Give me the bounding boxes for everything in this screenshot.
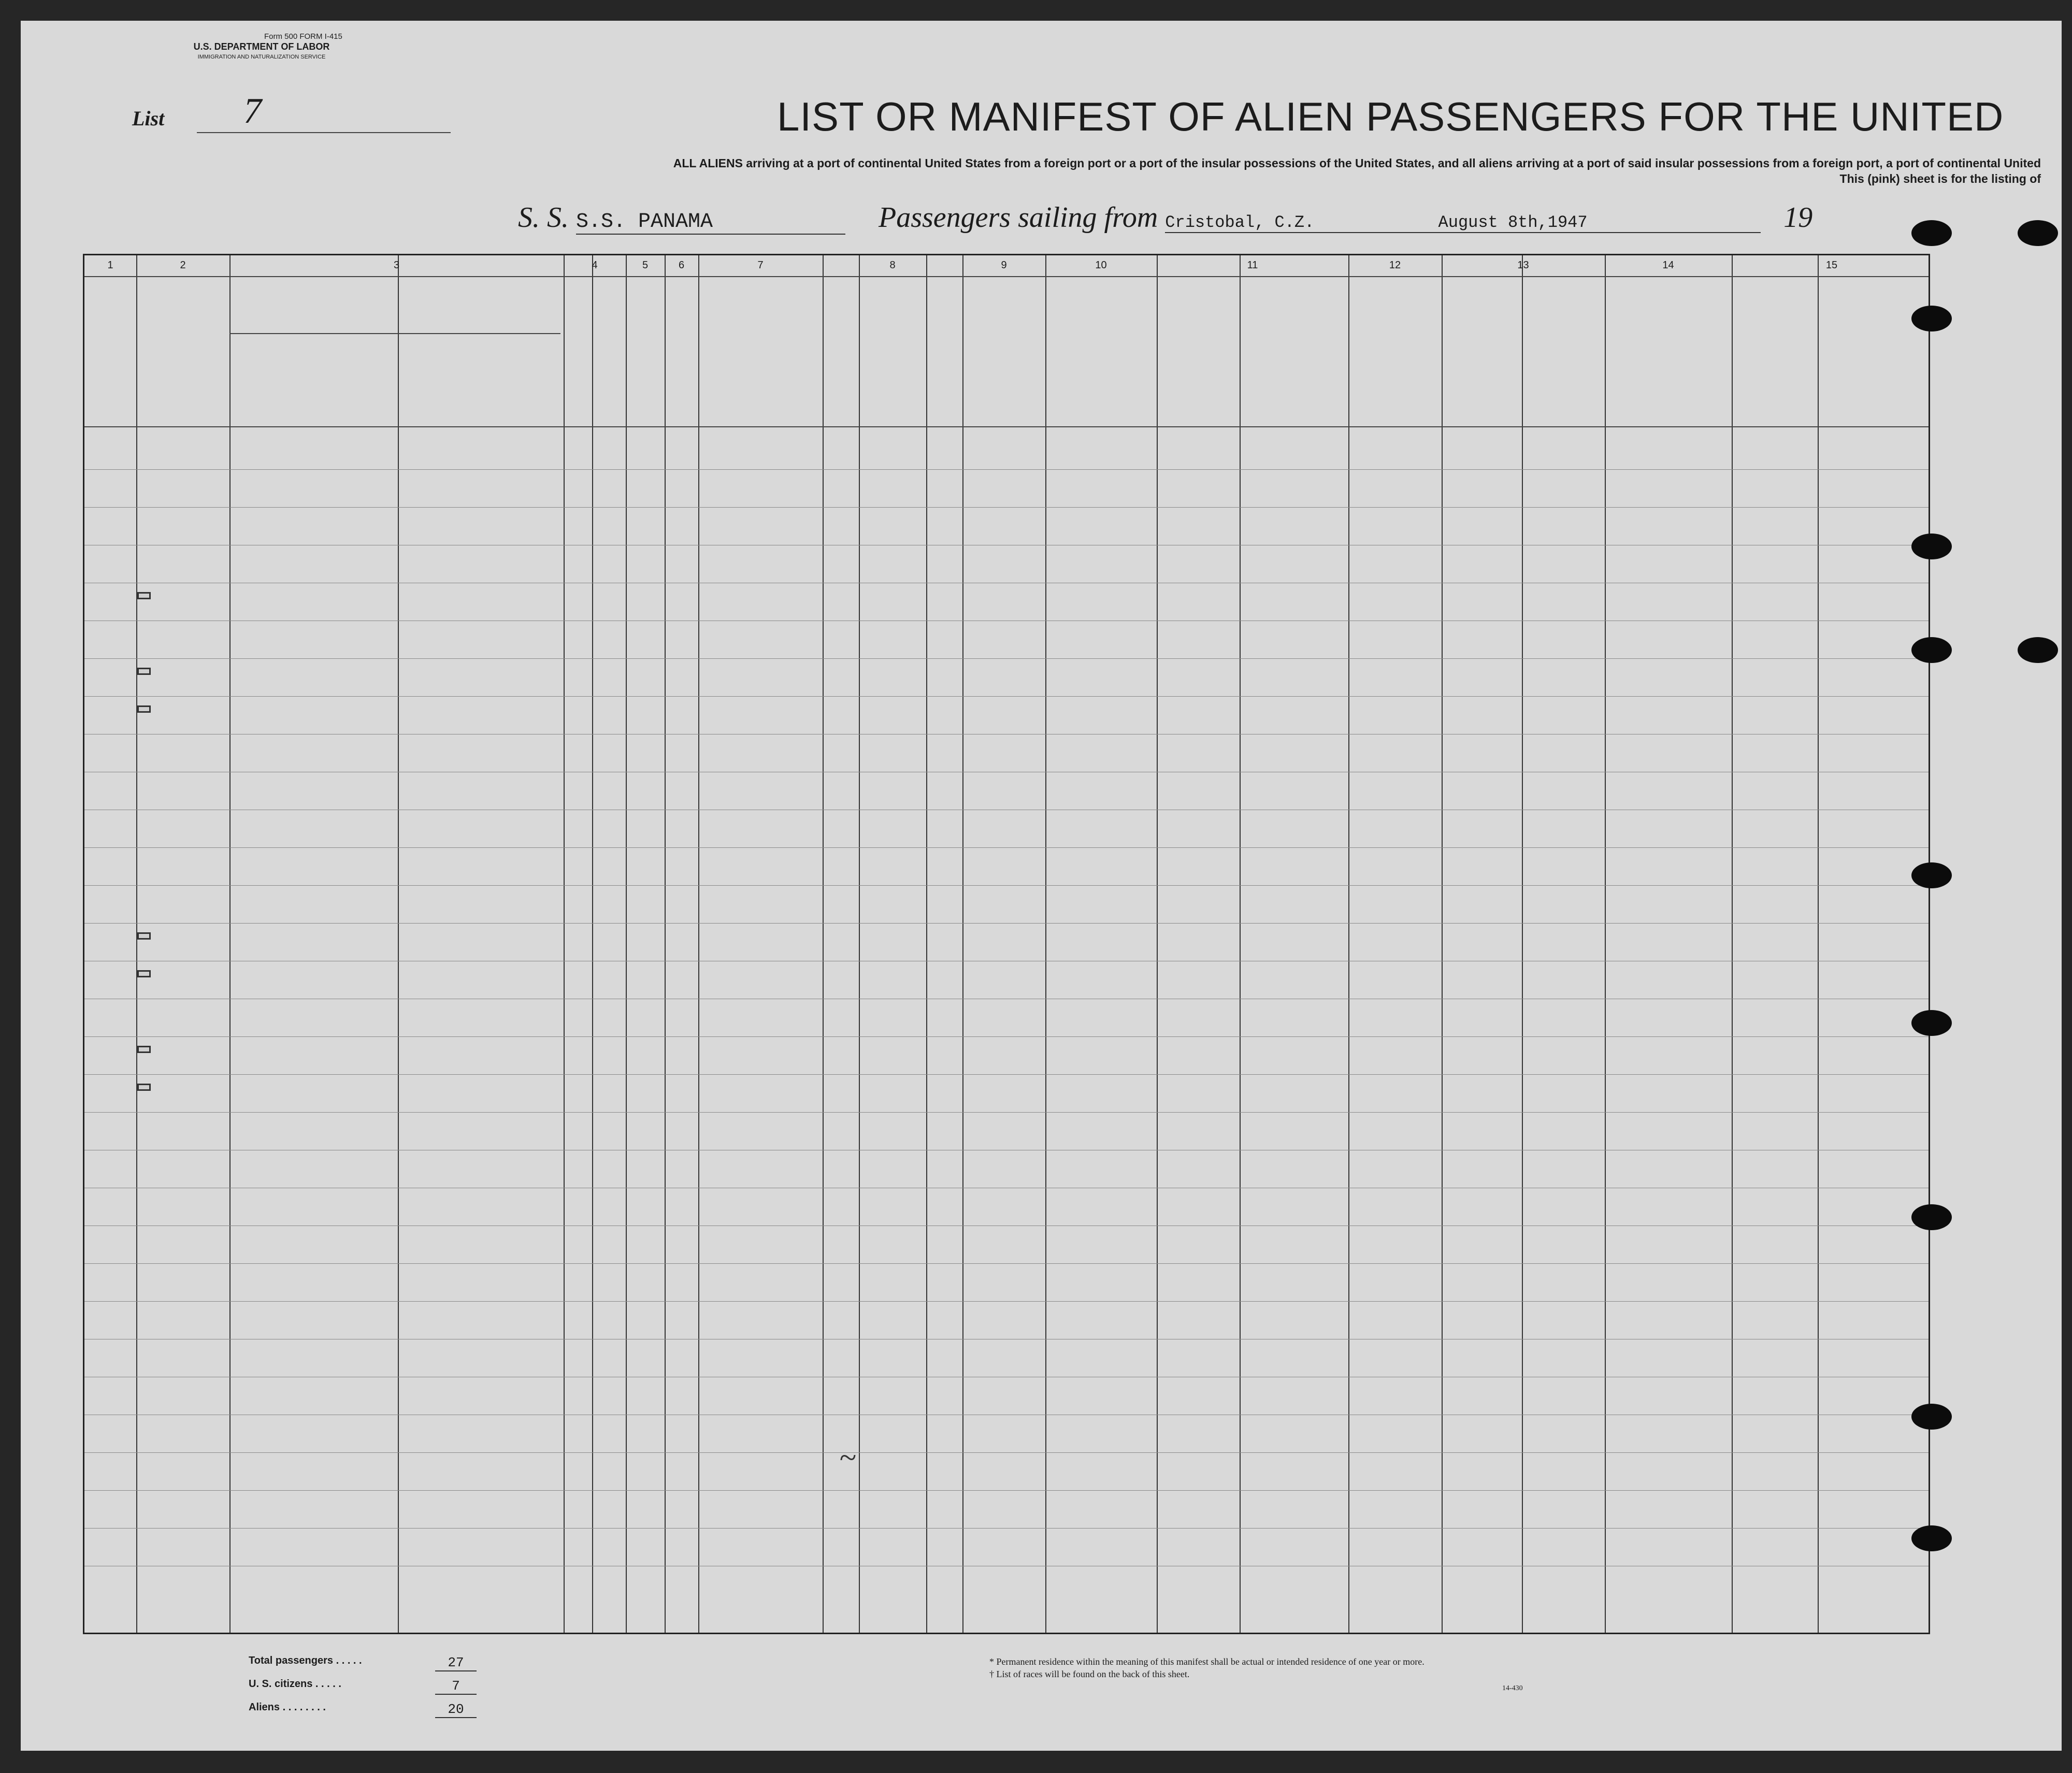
form-number: Form 500 FORM I-415 — [264, 32, 342, 41]
column-number: 3 — [393, 260, 400, 271]
punch-hole — [1911, 1525, 1952, 1551]
col-name-header — [232, 307, 562, 323]
column-number: 5 — [642, 260, 649, 271]
col-verification-header — [1607, 318, 1730, 359]
col-headtax-note — [138, 333, 227, 385]
column-number: 7 — [757, 260, 764, 271]
column-number: 13 — [1517, 260, 1529, 271]
aliens-row: Aliens . . . . . . . . 20 — [249, 1702, 326, 1713]
total-passengers-value: 27 — [435, 1655, 477, 1671]
column-number: 15 — [1825, 260, 1838, 271]
row-rule — [84, 1452, 1929, 1453]
col-race-header — [1047, 349, 1155, 364]
col-visa-header — [1350, 307, 1440, 421]
manifest-sheet — [21, 21, 2062, 1751]
sailing-label: Passengers sailing from — [879, 201, 1158, 234]
col-headtax-header — [138, 286, 227, 307]
us-citizens-row: U. S. citizens . . . . . 7 — [249, 1678, 341, 1690]
row-rule — [84, 1528, 1929, 1529]
form-code: 14-430 — [1502, 1684, 1523, 1692]
ship-line — [518, 201, 1812, 235]
column-divider — [229, 255, 231, 1633]
total-passengers-row: Total passengers . . . . . 27 — [249, 1655, 362, 1667]
row-rule — [84, 1112, 1929, 1113]
col-issued-place-header — [1444, 374, 1520, 390]
row-rule — [84, 507, 1929, 508]
us-citizen-stamp — [137, 705, 151, 713]
col-read-header — [825, 374, 857, 390]
row-rule — [84, 658, 1929, 659]
us-citizen-stamp — [137, 592, 151, 599]
col-married-header — [667, 333, 696, 395]
col-sex-header — [628, 349, 663, 364]
row-rule — [84, 1490, 1929, 1491]
col-age-header — [566, 307, 624, 323]
column-divider — [1442, 255, 1443, 1633]
column-number: 14 — [1662, 260, 1674, 271]
row-rule — [84, 1036, 1929, 1037]
punch-hole — [1911, 306, 1952, 331]
us-citizen-stamp — [137, 932, 151, 940]
ss-label: S. S. — [518, 201, 569, 234]
us-citizens-label: U. S. citizens — [249, 1678, 313, 1690]
punch-hole — [1911, 1204, 1952, 1230]
column-number: 6 — [678, 260, 685, 271]
column-divider — [962, 255, 963, 1633]
row-rule — [84, 469, 1929, 470]
col-able-header — [825, 307, 960, 323]
row-rule — [84, 885, 1929, 886]
col-write-header — [928, 374, 960, 390]
us-citizen-stamp — [137, 1084, 151, 1091]
column-divider — [1818, 255, 1819, 1633]
punch-hole — [2018, 220, 2058, 246]
us-citizen-stamp — [137, 668, 151, 675]
col-birthplace-header — [1159, 307, 1346, 323]
column-number: 4 — [592, 260, 598, 271]
column-divider — [564, 255, 565, 1633]
column-number: 2 — [180, 260, 186, 271]
handwritten-signature-mark: ~ — [839, 1440, 856, 1475]
column-divider — [592, 255, 593, 1633]
punch-hole — [1911, 534, 1952, 559]
column-divider — [926, 255, 927, 1633]
row-rule — [84, 923, 1929, 924]
us-citizens-value: 7 — [435, 1678, 477, 1695]
punch-hole — [1911, 1010, 1952, 1036]
col-res-city-header — [1820, 359, 1930, 400]
punch-hole — [1911, 1404, 1952, 1430]
column-divider — [1045, 255, 1046, 1633]
col-nationality-header — [965, 328, 1043, 390]
punch-hole — [1911, 637, 1952, 663]
col-given-header — [400, 374, 562, 390]
column-number: 12 — [1389, 260, 1401, 271]
year-label: 19 — [1783, 201, 1813, 234]
aliens-label: Aliens — [249, 1702, 280, 1713]
col-occupation-header — [700, 333, 821, 385]
department-heading — [153, 41, 370, 62]
col-residence-header — [1734, 307, 1930, 323]
punch-hole — [1911, 862, 1952, 888]
departure-port: Cristobal, C.Z. — [1165, 213, 1315, 232]
column-divider — [859, 255, 860, 1633]
col-lang-header — [861, 359, 924, 400]
col-issued-header — [1444, 307, 1603, 323]
department-name: U.S. DEPARTMENT OF LABOR — [193, 41, 330, 52]
column-number: 9 — [1001, 260, 1007, 271]
column-number: 1 — [107, 260, 113, 271]
aliens-value: 20 — [435, 1702, 477, 1718]
punch-hole — [2018, 637, 2058, 663]
col-verification-note — [1607, 364, 1730, 406]
col-birth-city-header — [1242, 359, 1346, 400]
total-passengers-label: Total passengers — [249, 1655, 334, 1666]
column-divider — [1732, 255, 1733, 1633]
us-citizen-stamp — [137, 1046, 151, 1053]
column-divider — [1522, 255, 1523, 1633]
departure-date: August 8th,1947 — [1438, 213, 1588, 232]
row-rule — [84, 1263, 1929, 1264]
header-rule — [84, 276, 1929, 277]
col-yrs-header — [566, 374, 590, 390]
col-mos-header — [594, 374, 624, 390]
col-issued-date-header — [1524, 374, 1603, 390]
row-rule — [84, 1301, 1929, 1302]
column-number: 8 — [889, 260, 896, 271]
column-number: 11 — [1247, 260, 1258, 271]
us-citizen-stamp — [137, 970, 151, 977]
column-divider — [626, 255, 627, 1633]
row-rule — [84, 847, 1929, 848]
col-res-country-header — [1734, 374, 1816, 390]
ship-name: S.S. PANAMA — [576, 210, 845, 235]
column-divider — [698, 255, 699, 1633]
punch-hole — [1911, 220, 1952, 246]
col-family-header — [232, 374, 396, 390]
col-birth-country-header — [1159, 374, 1238, 390]
column-number: 10 — [1095, 260, 1107, 271]
column-divider — [1348, 255, 1349, 1633]
column-divider — [665, 255, 666, 1633]
column-divider — [136, 255, 137, 1633]
header-bottom-rule — [84, 426, 1929, 427]
column-divider — [1605, 255, 1606, 1633]
subtitle-line-1: ALL ALIENS arriving at a port of continental United States from a foreign port or a port of the insular possessions of the United States, and all aliens arriving at a port of said insular possessions from a foreign port, a port of continental United — [673, 156, 2041, 170]
column-divider — [1240, 255, 1241, 1633]
column-divider — [398, 255, 399, 1633]
name-subheader-rule — [229, 333, 560, 334]
footnote-residence: * Permanent residence within the meaning of this manifest shall be actual or intended residence of one year or more. — [989, 1656, 1424, 1667]
subtitle-line-2: This (pink) sheet is for the listing of — [1839, 172, 2041, 185]
list-label: List — [132, 107, 165, 130]
row-rule — [84, 1074, 1929, 1075]
port-and-date — [1165, 213, 1761, 233]
row-rule — [84, 696, 1929, 697]
page-title: LIST OR MANIFEST OF ALIEN PASSENGERS FOR THE UNITED — [777, 94, 2004, 139]
column-divider — [823, 255, 824, 1633]
list-number: 7 — [197, 91, 451, 133]
column-divider — [1157, 255, 1158, 1633]
footnote-races: † List of races will be found on the back of this sheet. — [989, 1669, 1190, 1679]
manifest-table — [83, 254, 1930, 1634]
col-no-header — [87, 333, 134, 380]
service-name: IMMIGRATION AND NATURALIZATION SERVICE — [197, 54, 326, 60]
